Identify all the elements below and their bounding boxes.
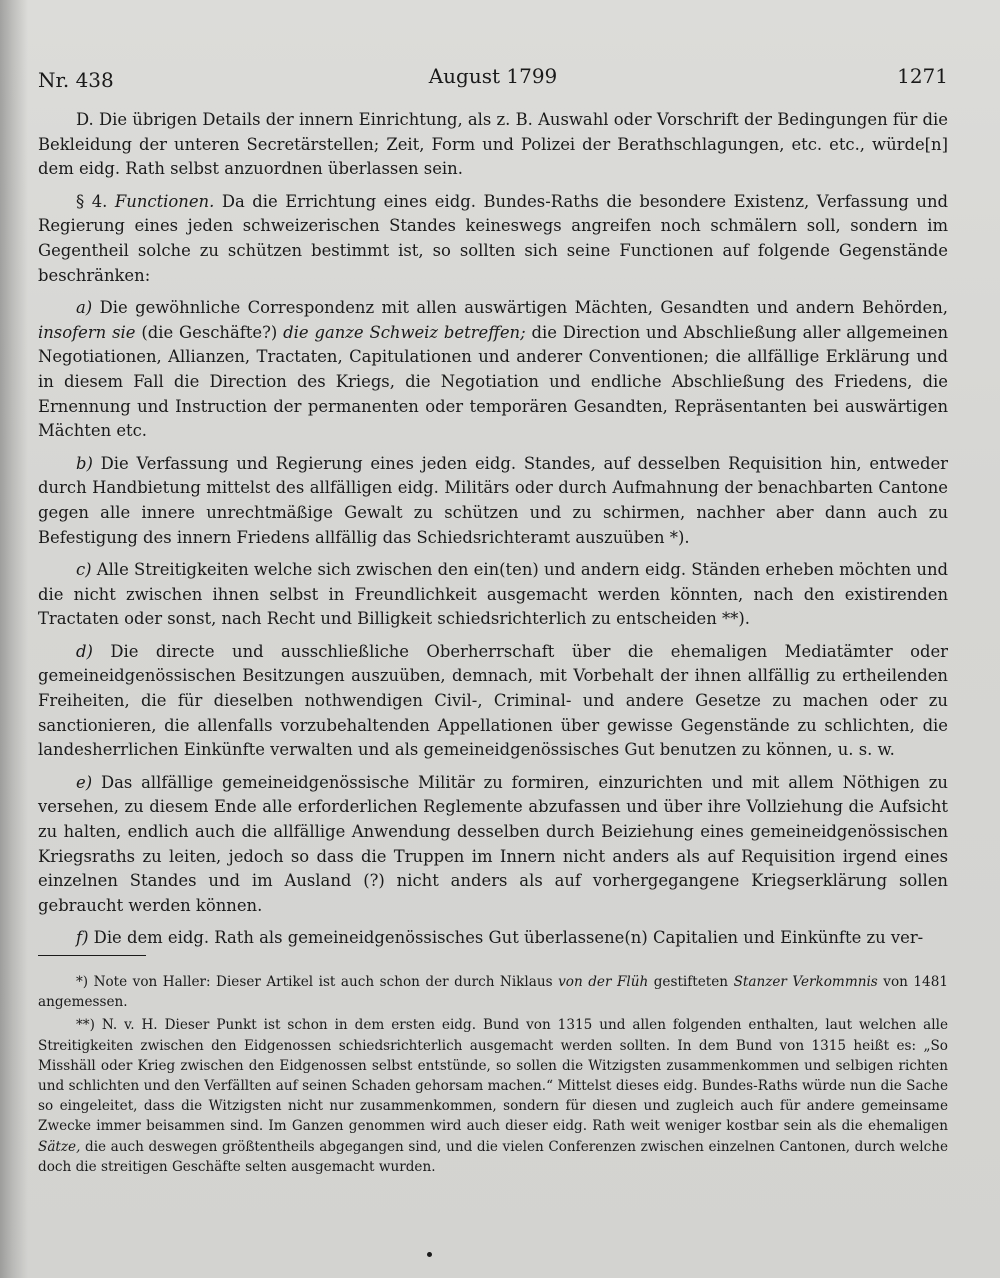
paragraph-b	[38, 452, 948, 550]
running-head-date: August 1799	[428, 64, 558, 88]
item-text-c: Alle Streitigkeiten welche sich zwischen den ein(ten) und andern eidg. Ständen erheben möchten und die nicht zwischen ihnen selbst in Freundlichkeit ausgemacht werden könnten, nach den existirenden Tractaten oder sonst, nach Recht und Billigkeit schiedsrichterlich zu entscheiden **).	[38, 560, 948, 629]
footnote-2-emphasis-1: Sätze,	[38, 1138, 81, 1155]
item-text-d: Die directe und ausschließliche Oberherrschaft über die ehemaligen Mediatämter oder gemeineidgenössischen Besitzungen auszuüben, demnach, mit Vorbehalt der ihnen allfällig zu ertheilenden Freiheiten, die für dieselben nothwendigen Civil-, Criminal- und andere Gesetze zu machen oder zu sanctionieren, die allenfalls vorzubehaltenden Appellationen über gewisse Gegenstände zu schlichten, die landesherrlichen Einkünfte verwalten und als gemeineidgenössisches Gut benutzen zu können, u. s. w.	[38, 641, 948, 760]
footnotes	[38, 972, 948, 1180]
item-label-d: d)	[76, 641, 93, 661]
item-emphasis-a-1: insofern sie	[38, 322, 136, 342]
section-heading: Functionen.	[114, 191, 215, 211]
footnote-1-text-1: *) Note von Haller: Dieser Artikel ist auch schon der durch Niklaus	[76, 974, 559, 990]
paragraph-d: D. Die übrigen Details der innern Einrichtung, als z. B. Auswahl oder Vorschrift der Bedingungen für die Bekleidung der unteren Secretärstellen; Zeit, Form und Polizei der Berathschlagungen, etc. etc., würde[n] dem eidg. Rath selbst anzuordnen überlassen sein.	[38, 110, 948, 179]
paragraph-f	[38, 926, 948, 951]
footnote-2-text-1: **) N. v. H. Dieser Punkt ist schon in dem ersten eidg. Bund von 1315 und allen folgenden enthalten, laut welchen alle Streitigkeiten zwischen den Eidgenossen schiedsrichterlich ausgemacht werden sollten. In dem Bund von 1315 heißt es: „So Misshäll oder Krieg zwischen den Eidgenossen selbst entstünde, so sollen die Witzigsten zusammenkommen und selbigen richten und schlichten und den Verfällten auf seinen Schaden gehorsam machen.“ Mittelst dieses eidg. Bundes-Raths würde nun die Sache so eingeleitet, dass die Witzigsten nicht nur zusammenkommen, sondern für diesen und zugleich auch für andere gemeinsame Zwecke immer beisammen sind. Im Ganzen genommen wird auch dieser eidg. Rath weit weniger kostbar sein als die ehemaligen	[38, 1017, 948, 1135]
paragraph-a	[38, 296, 948, 444]
paragraph-c	[38, 558, 948, 632]
page-header	[38, 64, 948, 94]
item-label-c: c)	[76, 560, 92, 580]
footnote-1-text-3: von 1481 angemessen.	[38, 974, 948, 1011]
document-number: Nr. 438	[38, 68, 114, 92]
item-emphasis-a-2: die ganze Schweiz betreffen;	[283, 322, 526, 342]
item-text-a-2: (die Geschäfte?)	[135, 322, 284, 342]
item-text-f: Die dem eidg. Rath als gemeineidgenössisches Gut überlassene(n) Capitalien und Einkünfte zu ver-	[88, 928, 924, 948]
page-number: 1271	[897, 64, 948, 88]
item-label-e: e)	[76, 772, 93, 792]
footnote-1-text-2: gestifteten	[648, 974, 734, 990]
item-label-b: b)	[76, 453, 93, 473]
item-text-a-1: Die gewöhnliche Correspondenz mit allen auswärtigen Mächten, Gesandten und andern Behörden,	[92, 298, 948, 318]
footnote-divider	[38, 955, 146, 956]
footnote-1	[38, 972, 948, 1012]
footnote-2	[38, 1015, 948, 1177]
section-text: Da die Errichtung eines eidg. Bundes-Raths die besondere Existenz, Verfassung und Regierung eines jeden schweizerischen Standes keineswegs angreifen noch schmälern soll, sondern im Gegentheil solche zu schützen bestimmt ist, so sollten sich seine Functionen auf folgende Gegenstände beschränken:	[38, 191, 948, 285]
item-label-a: a)	[76, 298, 93, 318]
item-text-b: Die Verfassung und Regierung eines jeden eidg. Standes, auf desselben Requisition hin, entweder durch Handbietung mittelst des allfälligen eidg. Militärs oder durch Aufmahnung der benachbarten Cantone gegen alle innere unrechtmäßige Gewalt zu schützen und zu schirmen, nachher aber dann auch zu Befestigung des innern Friedens allfällig das Schiedsrichteramt auszuüben *).	[38, 453, 948, 547]
item-label-f: f)	[76, 928, 89, 948]
paragraph-e	[38, 771, 948, 919]
paragraph-section-4	[38, 190, 948, 288]
section-mark: § 4.	[76, 191, 115, 211]
main-text	[38, 108, 948, 955]
footnote-1-emphasis-2: Stanzer Verkommnis	[733, 974, 878, 990]
printer-dot	[427, 1252, 432, 1257]
paragraph-d-item	[38, 640, 948, 763]
item-text-a-3: die Direction und Abschließung aller allgemeinen Negotiationen, Allianzen, Tractaten, Capitulationen und anderer Conventionen; die allfällige Erklärung und in diesem Fall die Direction des Kriegs, die Negotiation und endliche Abschließung des Friedens, die Ernennung und Instruction der permanenten oder temporären Gesandten, Repräsentanten bei auswärtigen Mächten etc.	[38, 322, 948, 441]
footnote-1-emphasis-1: von der Flüh	[558, 974, 649, 990]
footnote-2-text-2: die auch deswegen größtentheils abgegangen sind, und die vielen Conferenzen zwischen einzelnen Cantonen, durch welche doch die streitigen Geschäfte selten ausgemacht wurden.	[38, 1138, 948, 1175]
item-text-e: Das allfällige gemeineidgenössische Militär zu formiren, einzurichten und mit allem Nöthigen zu versehen, zu diesem Ende alle erforderlichen Reglemente abzufassen und über ihre Vollziehung die Aufsicht zu halten, endlich auch die allfällige Anwendung desselben durch Beiziehung eines gemeineidgenössischen Kriegsraths zu leiten, jedoch so dass die Truppen im Innern nicht anders als auf Requisition irgend eines einzelnen Standes und im Ausland (?) nicht anders als auf vorhergegangene Kriegserklärung sollen gebraucht werden können.	[38, 772, 948, 915]
